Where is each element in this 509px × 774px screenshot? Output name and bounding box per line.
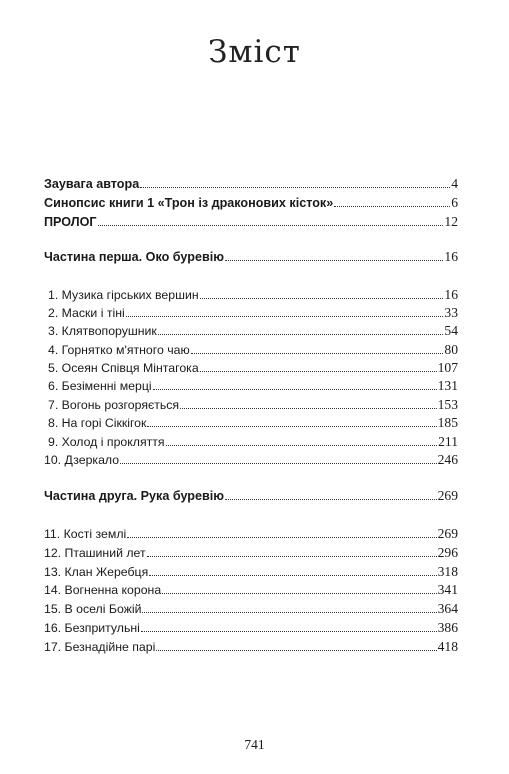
toc-chapter-page: 107 — [437, 360, 458, 375]
dot-leader — [120, 463, 437, 464]
toc-chapter-page: 80 — [444, 342, 458, 357]
toc-entry-label: ПРОЛОГ — [44, 215, 97, 229]
toc-chapter[interactable] — [44, 620, 458, 636]
toc-chapter-label: 8. На горі Сіккігок — [48, 416, 147, 430]
dot-leader — [127, 537, 436, 538]
toc-part-label: Частина друга. Рука буревію — [44, 489, 225, 503]
page-number: 741 — [244, 737, 265, 752]
toc-chapter-page: 269 — [437, 526, 458, 541]
toc-chapter-page: 341 — [437, 582, 458, 597]
toc-part-page: 269 — [437, 488, 458, 503]
toc-chapter-label: 17. Безнадійне парі — [44, 640, 156, 654]
toc-chapter-label: 14. Вогненна корона — [44, 583, 162, 597]
toc-entry-prologue[interactable] — [44, 214, 458, 230]
dot-leader — [149, 575, 436, 576]
dot-leader — [166, 445, 438, 446]
toc-entry-synopsis[interactable] — [44, 195, 458, 211]
dot-leader — [153, 389, 437, 390]
toc-chapter[interactable] — [44, 564, 458, 580]
toc-chapter-page: 364 — [437, 601, 458, 616]
dot-leader — [162, 593, 436, 594]
toc-chapter[interactable] — [48, 434, 458, 450]
dot-leader — [98, 225, 444, 226]
toc-entry-author-note[interactable] — [44, 176, 458, 192]
toc-entry-label: Заувага автора — [44, 177, 140, 191]
dot-leader — [156, 650, 436, 651]
toc-chapter-label: 16. Безпритульні — [44, 621, 140, 635]
dot-leader — [142, 612, 436, 613]
toc-chapter[interactable] — [44, 601, 458, 617]
toc-chapter[interactable] — [48, 415, 458, 431]
toc-chapter-page: 131 — [437, 378, 458, 393]
toc-chapter-page: 185 — [437, 415, 458, 430]
toc-chapter[interactable] — [44, 452, 458, 468]
toc-entry-label: Синопсис книги 1 «Трон із драконових кісток» — [44, 196, 334, 210]
toc-part-label: Частина перша. Око буревію — [44, 250, 224, 264]
toc-entry-page: 12 — [444, 214, 458, 229]
toc-chapter-page: 246 — [437, 452, 458, 467]
toc-chapter[interactable] — [48, 378, 458, 394]
toc-chapter[interactable] — [44, 545, 458, 561]
toc-chapter-label: 9. Холод і прокляття — [48, 435, 165, 449]
toc-chapter-page: 386 — [437, 620, 458, 635]
toc-chapter-label: 4. Горнятко м'ятного чаю — [48, 343, 190, 357]
toc-chapter[interactable] — [44, 526, 458, 542]
toc-chapter-page: 211 — [438, 434, 458, 449]
toc-chapter-label: 7. Вогонь розгоряється — [48, 398, 180, 412]
toc-chapter-label: 15. В оселі Божій — [44, 602, 142, 616]
toc-entry-page: 6 — [451, 195, 458, 210]
toc-chapter[interactable] — [48, 397, 458, 413]
toc-chapter[interactable] — [48, 342, 458, 358]
page-title: Зміст — [208, 34, 301, 70]
dot-leader — [191, 353, 444, 354]
toc-chapter[interactable] — [48, 287, 458, 303]
toc-chapter-label: 13. Клан Жеребця — [44, 565, 149, 579]
toc-chapter[interactable] — [48, 323, 458, 339]
toc-chapter-page: 153 — [437, 397, 458, 412]
toc-chapter-label: 5. Осеян Співця Мінтагока — [48, 361, 199, 375]
dot-leader — [180, 408, 437, 409]
toc-chapter-label: 6. Безіменні мерці — [48, 379, 152, 393]
toc-chapter-page: 33 — [444, 305, 458, 320]
toc-chapter-label: 2. Маски і тіні — [48, 306, 125, 320]
dot-leader — [225, 499, 437, 500]
dot-leader — [140, 187, 450, 188]
dot-leader — [200, 371, 437, 372]
dot-leader — [147, 426, 436, 427]
toc-chapter-label: 3. Клятвопорушник — [48, 324, 157, 338]
toc-chapter-page: 418 — [437, 639, 458, 654]
toc-chapter[interactable] — [48, 360, 458, 376]
dot-leader — [126, 316, 444, 317]
toc-chapter-label: 12. Пташиний лет — [44, 546, 146, 560]
toc-entry-page: 4 — [451, 176, 458, 191]
dot-leader — [200, 298, 444, 299]
toc-part-page: 16 — [444, 249, 458, 264]
toc-chapter-page: 16 — [444, 287, 458, 302]
toc-part-two[interactable] — [44, 488, 458, 504]
toc-part-one[interactable] — [44, 249, 458, 265]
toc-chapter-label: 11. Кості землі — [44, 527, 127, 541]
toc-chapter[interactable] — [44, 582, 458, 598]
toc-chapter-label: 1. Музика гірських вершин — [48, 288, 199, 302]
toc-chapter[interactable] — [44, 639, 458, 655]
toc-chapter-page: 296 — [437, 545, 458, 560]
dot-leader — [141, 631, 437, 632]
dot-leader — [225, 260, 443, 261]
dot-leader — [334, 206, 450, 207]
dot-leader — [147, 556, 437, 557]
toc-chapter-page: 318 — [437, 564, 458, 579]
toc-chapter-label: 10. Дзеркало — [44, 453, 120, 467]
toc-chapter[interactable] — [48, 305, 458, 321]
dot-leader — [158, 334, 444, 335]
toc-chapter-page: 54 — [444, 323, 458, 338]
